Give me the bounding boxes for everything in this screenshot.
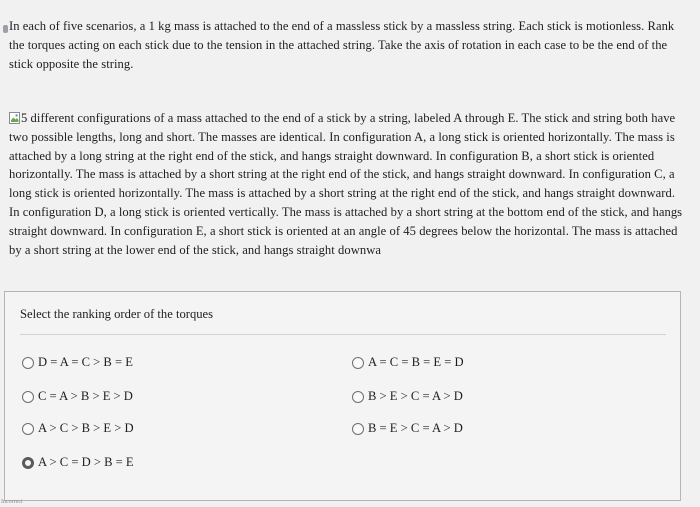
option-label: B = E > C = A > D xyxy=(368,421,463,435)
option-label: A > C > B > E > D xyxy=(38,421,134,435)
option-2[interactable] xyxy=(22,389,133,404)
broken-image-icon xyxy=(9,112,20,124)
radio-button-selected[interactable] xyxy=(22,457,34,469)
option-label: B > E > C = A > D xyxy=(368,389,463,403)
option-1[interactable] xyxy=(22,355,133,370)
status-text: Incorrect xyxy=(1,499,23,505)
image-alt-description xyxy=(9,109,687,259)
radio-button[interactable] xyxy=(352,423,364,435)
option-label: D = A = C > B = E xyxy=(38,355,133,369)
option-7[interactable] xyxy=(352,421,463,436)
option-label: A = C = B = E = D xyxy=(368,355,464,369)
radio-button[interactable] xyxy=(352,391,364,403)
option-6[interactable] xyxy=(352,389,463,404)
radio-button[interactable] xyxy=(22,357,34,369)
option-4[interactable] xyxy=(22,455,134,470)
option-5[interactable] xyxy=(352,355,464,370)
option-3[interactable] xyxy=(22,421,134,436)
divider xyxy=(20,334,666,335)
option-label: C = A > B > E > D xyxy=(38,389,133,403)
image-alt-text: 5 different configurations of a mass attached to the end of a stick by a string, labeled A through E. The stick and string both have two possible lengths, long and short. The masses are identical. In configuration A, a long stick is oriented horizontally. The mass is attached by a long string at the right end of the stick, and hangs straight downward. In configuration B, a short stick is oriented horizontally. The mass is attached by a short string at the right end of the stick, and hangs straight downward. In configuration C, a long stick is oriented horizontally. The mass is attached by a short string at the right end of the stick, and hangs straight downward. In configuration D, a long stick is oriented vertically. The mass is attached by a short string at the bottom end of the stick, and hangs straight downward. In configuration E, a short stick is oriented at an angle of 45 degrees below the horizontal. The mass is attached by a short string at the lower end of the stick, and hangs straight downwa xyxy=(9,111,683,257)
answer-panel xyxy=(4,291,681,501)
bullet-marker xyxy=(3,25,8,33)
option-label: A > C = D > B = E xyxy=(38,455,134,469)
radio-button[interactable] xyxy=(22,423,34,435)
radio-button[interactable] xyxy=(22,391,34,403)
radio-button[interactable] xyxy=(352,357,364,369)
question-text: In each of five scenarios, a 1 kg mass is attached to the end of a massless stick by a massless string. Each stick is motionless. Rank the torques acting on each stick due to the tension in the attached string. Take the axis of rotation in each case to be the end of the stick opposite the string. xyxy=(9,19,675,71)
answer-prompt: Select the ranking order of the torques xyxy=(20,307,214,321)
